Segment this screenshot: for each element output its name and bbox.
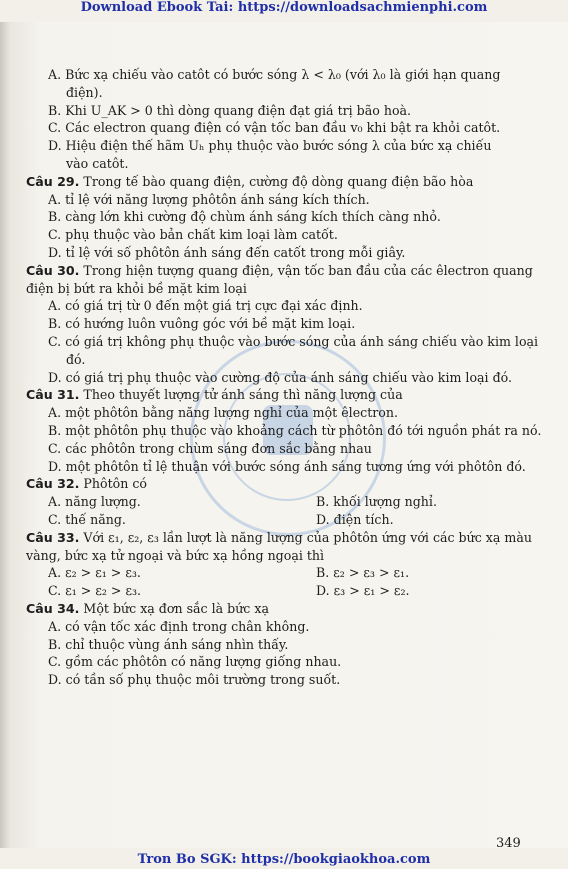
prev-option-a-line1: A. Bức xạ chiếu vào catôt có bước sóng λ < λ₀ (với λ₀ là giới hạn quang: [48, 67, 501, 82]
option: A. có giá trị từ 0 đến một giá trị cực đại xác định.: [48, 298, 363, 314]
prev-option-b: B. Khi U_AK > 0 thì dòng quang điện đạt giá trị bão hoà.: [48, 102, 412, 118]
question-number: Câu 34.: [26, 600, 80, 616]
option: D. có giá trị phụ thuộc vào cường độ của ánh sáng chiếu vào kim loại đó.: [48, 369, 512, 385]
option: A. ε₂ > ε₁ > ε₃.: [48, 565, 141, 581]
prev-option-a-line2: điện).: [66, 84, 103, 100]
question-32: [26, 475, 552, 493]
options-row: [26, 582, 552, 600]
question-stem: Với ε₁, ε₂, ε₃ lần lượt là năng lượng của phôtôn ứng với các bức xạ màu vàng, bức xạ tử ngoại và bức xạ hồng ngoại thì: [26, 529, 532, 563]
option: B. chỉ thuộc vùng ánh sáng nhìn thấy.: [48, 636, 289, 652]
option: D. điện tích.: [316, 511, 394, 527]
option: B. càng lớn khi cường độ chùm ánh sáng kích thích càng nhỏ.: [48, 209, 441, 225]
question-stem: Một bức xạ đơn sắc là bức xạ: [83, 600, 269, 616]
option: C. phụ thuộc vào bản chất kim loại làm catốt.: [48, 227, 338, 243]
page-content: [26, 66, 552, 689]
question-number: Câu 30.: [26, 262, 80, 278]
question-stem: Trong tế bào quang điện, cường độ dòng quang điện bão hòa: [83, 173, 474, 189]
option: A. có vận tốc xác định trong chân không.: [48, 618, 310, 634]
option: D. ε₃ > ε₁ > ε₂.: [316, 583, 410, 599]
question-34: [26, 600, 552, 618]
prev-option-d-line1: D. Hiệu điện thế hãm Uₕ phụ thuộc vào bước sóng λ của bức xạ chiếu: [48, 138, 492, 154]
options-row: [26, 564, 552, 582]
question-30: [26, 262, 552, 298]
question-29: [26, 173, 552, 191]
question-33: [26, 529, 552, 565]
question-number: Câu 29.: [26, 173, 80, 189]
question-stem: Phôtôn có: [83, 476, 147, 492]
options-row: [26, 511, 552, 529]
option: B. một phôtôn phụ thuộc vào khoảng cách từ phôtôn đó tới nguồn phát ra nó.: [48, 422, 542, 438]
top-download-banner: Download Ebook Tai: https://downloadsachmienphi.com: [80, 0, 488, 15]
question-number: Câu 32.: [26, 476, 80, 492]
option: D. tỉ lệ với số phôtôn ánh sáng đến catốt trong mỗi giây.: [48, 244, 406, 260]
question-31: [26, 386, 552, 404]
option: C. các phôtôn trong chùm sáng đơn sắc bằng nhau: [48, 440, 372, 456]
prev-option-c: C. Các electron quang điện có vận tốc ban đầu v₀ khi bật ra khỏi catôt.: [48, 120, 501, 136]
option: B. khối lượng nghỉ.: [316, 494, 437, 510]
book-page: [0, 22, 568, 851]
option: A. một phôtôn bằng năng lượng nghỉ của một êlectron.: [48, 405, 398, 421]
option: D. có tần số phụ thuộc môi trường trong suốt.: [48, 672, 341, 688]
bottom-sgk-banner: Tron Bo SGK: https://bookgiaokhoa.com: [137, 852, 431, 867]
option: D. một phôtôn tỉ lệ thuận với bước sóng ánh sáng tương ứng với phôtôn đó.: [48, 458, 526, 474]
option: C. ε₁ > ε₂ > ε₃.: [48, 583, 142, 599]
option: A. năng lượng.: [48, 494, 141, 510]
option: C. thế năng.: [48, 511, 126, 527]
option: B. có hướng luôn vuông góc với bề mặt kim loại.: [48, 316, 356, 332]
prev-option-d-line2: vào catôt.: [66, 155, 129, 171]
question-stem: Theo thuyết lượng tử ánh sáng thì năng lượng của: [83, 387, 403, 403]
option: B. ε₂ > ε₃ > ε₁.: [316, 565, 410, 581]
option: C. có giá trị không phụ thuộc vào bước sóng của ánh sáng chiếu vào kim loại đó.: [48, 333, 539, 367]
question-number: Câu 33.: [26, 529, 80, 545]
option: C. gồm các phôtôn có năng lượng giống nhau.: [48, 654, 342, 670]
page-number: 349: [496, 836, 521, 851]
question-stem: Trong hiện tượng quang điện, vận tốc ban đầu của các êlectron quang điện bị bứt ra khỏi bề mặt kim loại: [26, 262, 533, 296]
options-row: [26, 493, 552, 511]
question-number: Câu 31.: [26, 387, 80, 403]
option: A. tỉ lệ với năng lượng phôtôn ánh sáng kích thích.: [48, 191, 370, 207]
